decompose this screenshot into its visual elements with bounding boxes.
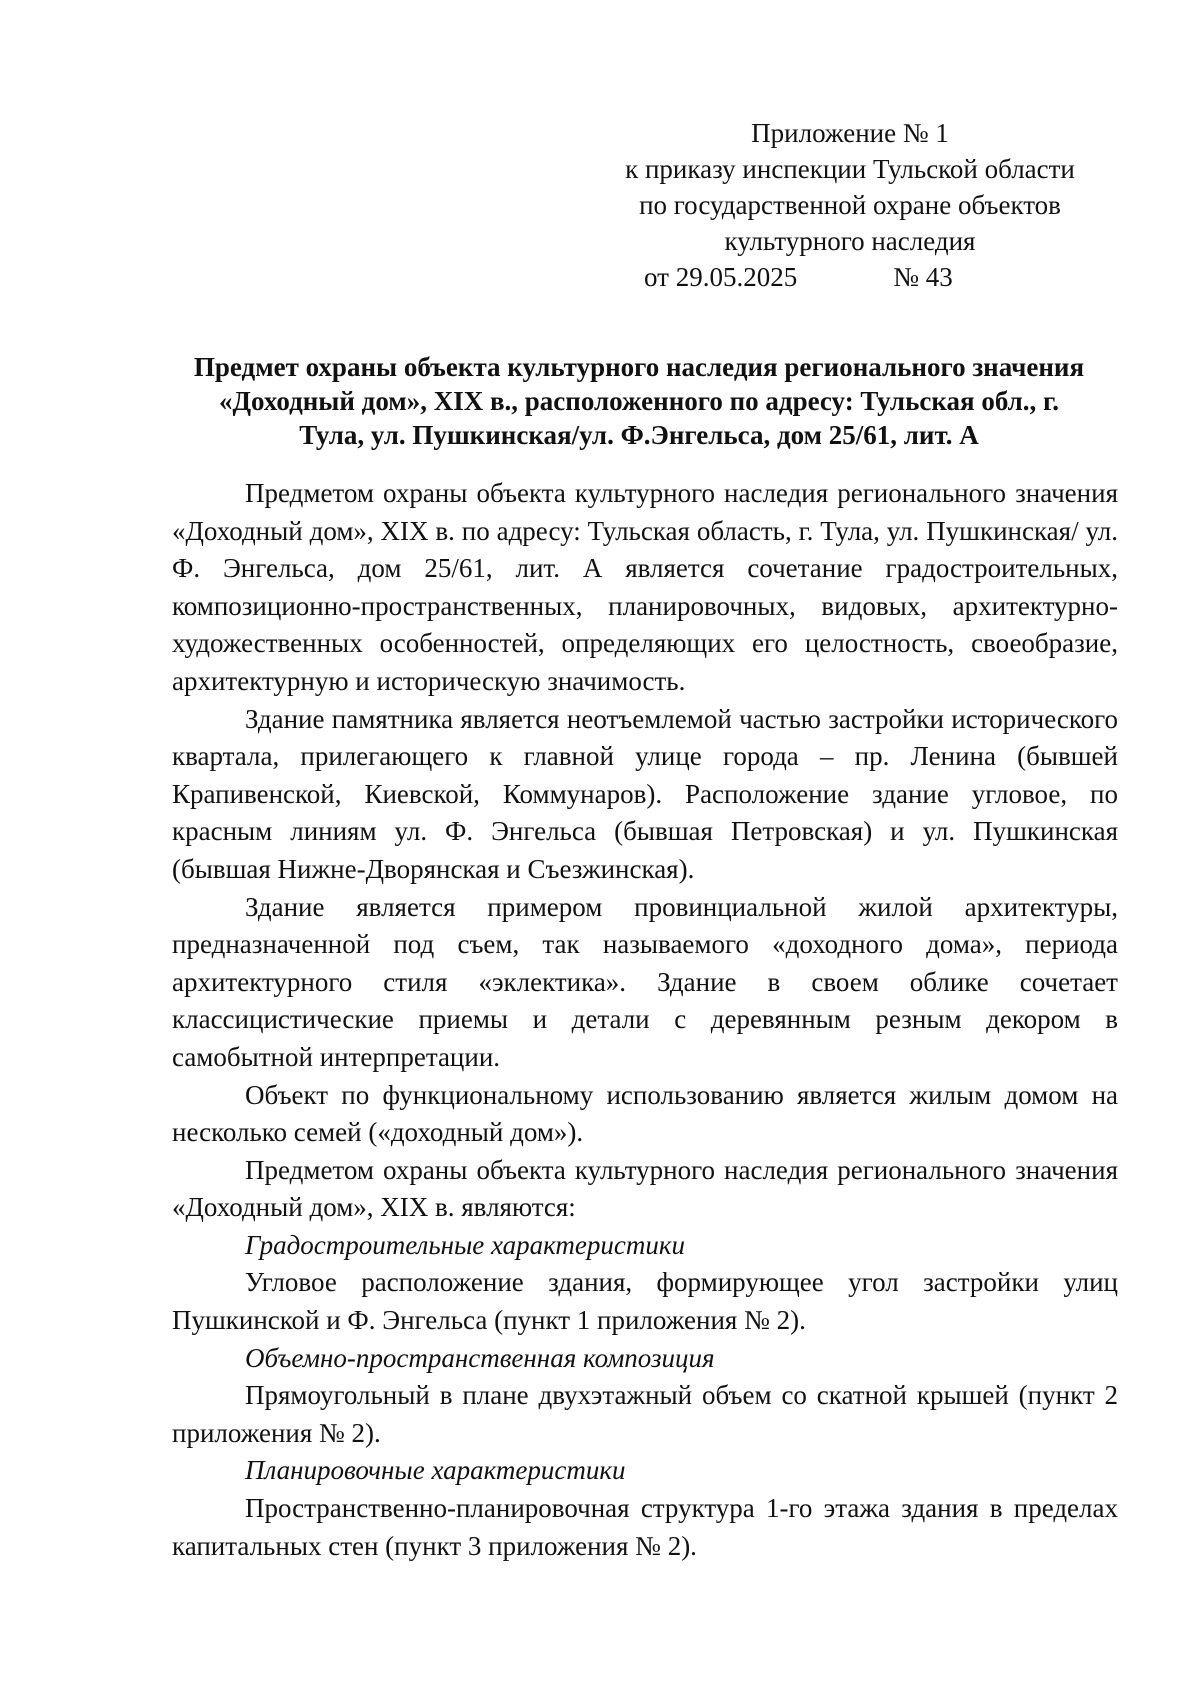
- order-number: № 43: [893, 262, 953, 292]
- appendix-authority-line: по государственной охране объектов: [639, 190, 1061, 220]
- paragraph-volume-composition: Прямоугольный в плане двухэтажный объем со скатной крышей (пункт 2 приложения № 2).: [172, 1380, 1118, 1448]
- document-title: [160, 350, 1118, 452]
- appendix-heritage-line: культурного наследия: [724, 226, 976, 256]
- paragraph-urban-planning: Угловое расположение здания, формирующее угол застройки улиц Пушкинской и Ф. Энгельса (пункт 1 приложения № 2).: [172, 1267, 1118, 1336]
- order-date: от 29.05.2025: [644, 262, 798, 292]
- appendix-header: [600, 115, 1100, 295]
- title-line-1: Предмет охраны объекта культурного наследия регионального значения: [193, 352, 1085, 382]
- title-line-2: «Доходный дом», XIX в., расположенного по адресу: Тульская обл., г.: [218, 386, 1060, 416]
- paragraph-building-location: Здание памятника является неотъемлемой частью застройки исторического квартала, прилегающего к главной улице города – пр. Ленина (бывшей Крапивенской, Киевской, Коммунаров). Расположение здание угловое, по красным линиям ул. Ф. Энгельса (бывшая Петровская) и ул. Пушкинская (бывшая Нижне-Дворянская и Съезжинская).: [172, 703, 1118, 884]
- appendix-order-line: к приказу инспекции Тульской области: [625, 154, 1075, 184]
- section-heading-planning: Планировочные характеристики: [245, 1455, 626, 1486]
- paragraph-subject-list-intro: Предметом охраны объекта культурного наследия регионального значения «Доходный дом», XIX в. являются:: [172, 1154, 1118, 1223]
- document-body: [172, 475, 1118, 1565]
- title-line-3: Тула, ул. Пушкинская/ул. Ф.Энгельса, дом 25/61, лит. А: [299, 420, 979, 450]
- paragraph-function: Объект по функциональному использованию является жилым домом на несколько семей («доходный дом»).: [172, 1079, 1118, 1148]
- paragraph-architecture: Здание является примером провинциальной жилой архитектуры, предназначенной под съем, так называемого «доходного дома», периода архитектурного стиля «эклектика». Здание в своем облике сочетает классицистические приемы и детали с деревянным резным декором в самобытной интерпретации.: [172, 891, 1118, 1072]
- paragraph-planning: Пространственно-планировочная структура 1-го этажа здания в пределах капитальных стен (пункт 3 приложения № 2).: [172, 1493, 1118, 1561]
- section-heading-volume-composition: Объемно-пространственная композиция: [245, 1342, 715, 1373]
- appendix-date-line: [600, 259, 1100, 295]
- appendix-number: Приложение № 1: [751, 118, 949, 148]
- section-heading-urban-planning: Градостроительные характеристики: [245, 1229, 686, 1260]
- paragraph-intro: Предметом охраны объекта культурного наследия регионального значения «Доходный дом», XIX в. по адресу: Тульская область, г. Тула, ул. Пушкинская/ ул. Ф. Энгельса, дом 25/61, лит. А является сочетание градостроительных, композиционно-пространственных, планировочных, видовых, архитектурно-художественных особенностей, определяющих его целостность, своеобразие, архитектурную и историческую значимость.: [172, 478, 1118, 696]
